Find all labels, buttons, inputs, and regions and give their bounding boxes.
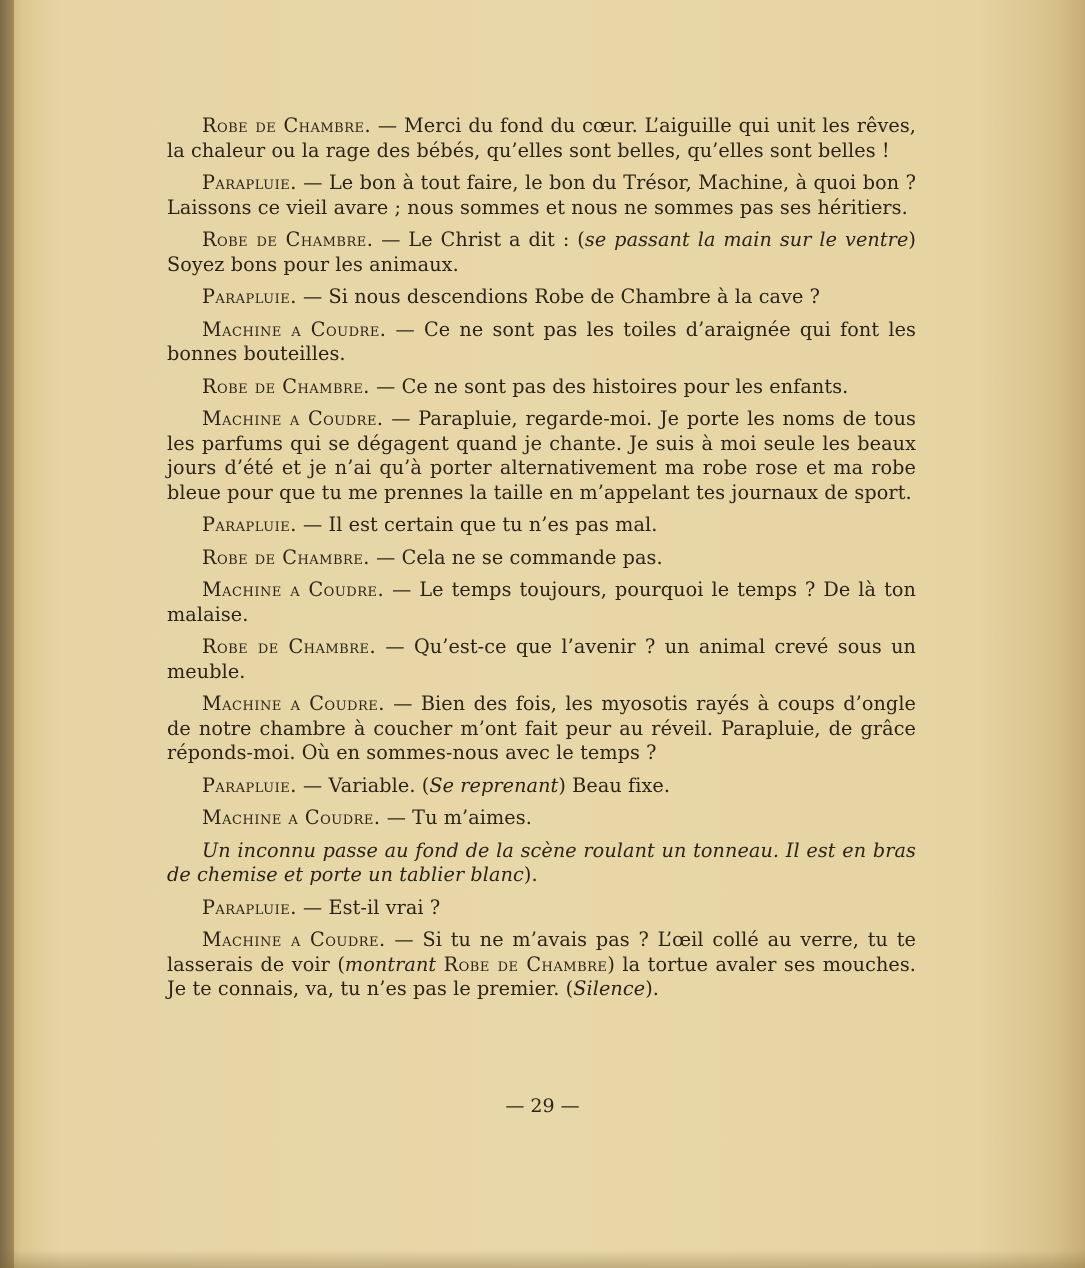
speech-text: ). (645, 977, 659, 1000)
speech-text: — Merci du fond du cœur. L’aiguille qui unit les rêves, la chaleur ou la rage des bébés, qu’elles sont belles, qu’elles sont belles ! (167, 114, 917, 162)
speech-text: ) Beau fixe. (558, 773, 671, 797)
speaker-name: Robe de Chambre. (202, 635, 377, 658)
dialogue-paragraph (167, 407, 916, 505)
stage-direction: Un inconnu passe au fond de la scène roulant un tonneau. Il est en bras de chemise et porte un tablier blanc (167, 838, 916, 886)
book-gutter (0, 0, 14, 1268)
speech-text: — Si nous descendions Robe de Chambre à la cave ? (296, 285, 821, 308)
stage-direction-tail: ). (523, 863, 538, 886)
speaker-name: Parapluie. (202, 171, 297, 194)
dialogue-paragraph (167, 114, 916, 163)
speaker-name: Robe de Chambre. (202, 228, 374, 251)
dialogue-paragraph (167, 171, 916, 220)
stage-direction: montrant (344, 952, 437, 976)
dialogue-paragraph (167, 546, 916, 571)
speaker-name: Machine a Coudre. (202, 317, 387, 341)
dialogue-paragraph (167, 513, 916, 538)
speaker-name: Machine a Coudre. (202, 578, 385, 601)
speech-text: — Parapluie, regarde-moi. Je porte les noms de tous les parfums qui se dégagent quand je chante. Je suis à moi seule les beaux jours d’été et je n’ai qu’à porter alternativement ma robe rose et ma robe bleue pour que tu me prennes la taille en m’appelant tes journaux de sport. (167, 407, 916, 504)
page-bottom-edge (0, 1250, 1085, 1268)
dialogue-paragraph (167, 896, 916, 921)
speech-text: — Bien des fois, les myosotis rayés à coups d’ongle de notre chambre à coucher m’ont fait peur au réveil. Parapluie, de grâce réponds-moi. Où en sommes-nous avec le temps ? (167, 692, 917, 764)
page-number: — 29 — (505, 1095, 580, 1117)
speech-text: — Ce ne sont pas des histoires pour les enfants. (369, 374, 849, 398)
dialogue-paragraph (167, 375, 916, 400)
dialogue-paragraph (167, 928, 916, 1002)
stage-direction-paragraph (167, 839, 916, 888)
speaker-name: Machine a Coudre. (202, 692, 385, 715)
speaker-name: Parapluie. (202, 285, 297, 308)
speaker-name: Parapluie. (202, 895, 297, 919)
speaker-name: Machine a Coudre. (202, 806, 381, 829)
speech-text: — Le temps toujours, pourquoi le temps ? De là ton malaise. (167, 578, 916, 626)
speaker-name: Machine a Coudre. (202, 407, 384, 430)
speaker-name: Parapluie. (202, 513, 297, 536)
dialogue-text (167, 114, 916, 1010)
speaker-name: Robe de Chambre. (202, 114, 372, 137)
speech-text: — Si tu ne m’avais pas ? L’œil collé au verre, tu te lasserais de voir ( (167, 928, 917, 976)
speaker-name: Parapluie. (202, 773, 297, 797)
speech-text: — Le Christ a dit : ( (373, 228, 585, 251)
speech-text: — Est-il vrai ? (296, 895, 441, 919)
stage-direction: Silence (573, 977, 646, 1000)
speech-text: — Qu’est-ce que l’avenir ? un animal crevé sous un meuble. (167, 635, 916, 683)
speech-text (436, 953, 443, 976)
dialogue-paragraph (167, 635, 916, 684)
speech-text: — Cela ne se commande pas. (369, 545, 663, 569)
dialogue-paragraph (167, 285, 916, 310)
speaker-name: Machine a Coudre. (202, 928, 386, 951)
speech-text: ) la tortue avaler ses mouches. Je te connais, va, tu n’es pas le premier. ( (167, 952, 916, 1000)
speech-text: — Le bon à tout faire, le bon du Trésor, Machine, à quoi bon ? Laissons ce vieil avare ; nous sommes et nous ne sommes pas ses héritiers. (167, 171, 916, 219)
dialogue-paragraph (167, 318, 916, 367)
dialogue-paragraph (167, 774, 916, 799)
stage-direction: Se reprenant (429, 773, 559, 797)
dialogue-paragraph (167, 806, 916, 831)
stage-direction: se passant la main sur le ventre (584, 228, 909, 251)
speaker-name: Robe de Chambre (443, 952, 608, 976)
speech-text: — Tu m’aimes. (380, 806, 532, 829)
dialogue-paragraph (167, 578, 916, 627)
speech-text: — Il est certain que tu n’es pas mal. (296, 513, 658, 536)
speech-text: — Variable. ( (296, 773, 430, 797)
speaker-name: Robe de Chambre. (202, 545, 370, 569)
speech-text: ) Soyez bons pour les animaux. (167, 228, 916, 276)
speaker-name: Robe de Chambre. (202, 374, 370, 398)
speech-text: — Ce ne sont pas les toiles d’araignée qui font les bonnes bouteilles. (167, 317, 916, 365)
dialogue-paragraph (167, 692, 916, 766)
dialogue-paragraph (167, 228, 916, 277)
